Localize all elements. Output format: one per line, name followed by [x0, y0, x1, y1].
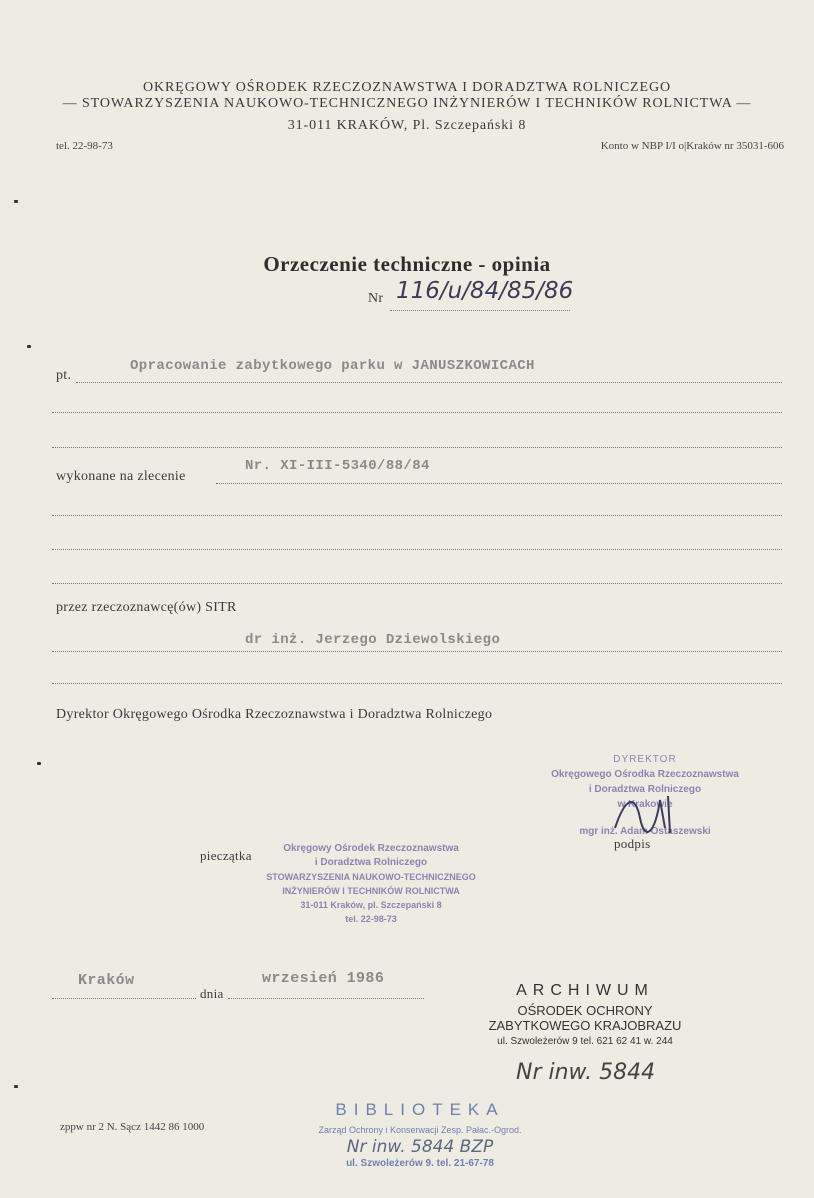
header-org-name: OKRĘGOWY OŚRODEK RZECZOZNAWSTWA I DORADZTWA ROLNICZEGO — [143, 80, 671, 95]
commission-line-2 — [52, 515, 782, 516]
director-stamp-line-3: i Doradztwa Rolniczego — [588, 784, 702, 795]
director-stamp-line-5: mgr inż. Adam Ostaszewski — [579, 826, 711, 837]
director-stamp-line-2: Okręgowego Ośrodka Rzeczoznawstwa — [551, 769, 739, 780]
expert-label: przez rzeczoznawcę(ów) SITR — [56, 600, 237, 615]
margin-mark — [27, 345, 31, 348]
archive-inventory-handwritten: Nr inw. 5844 — [516, 1060, 656, 1085]
subject-value: Opracowanie zabytkowego parku w JANUSZKOWICACH — [130, 358, 535, 374]
subject-line-3 — [52, 447, 782, 448]
header-address: 31-011 KRAKÓW, Pl. Szczepański 8 — [287, 118, 527, 133]
document-title: Orzeczenie techniczne - opinia — [263, 252, 551, 276]
print-code: zppw nr 2 N. Sącz 1442 86 1000 — [60, 1121, 205, 1133]
commission-line-3 — [52, 549, 782, 550]
margin-mark — [14, 200, 18, 203]
header-bank-account: Konto w NBP I/I o|Kraków nr 35031-606 — [600, 140, 784, 152]
library-stamp-line-1: Zarząd Ochrony i Konserwacji Zesp. Pałac.-Ogrod. — [318, 1125, 522, 1135]
director-stamp-line-4: w Krakowie — [617, 799, 673, 810]
day-label: dnia — [200, 986, 224, 1001]
signature-label: podpis — [614, 836, 651, 851]
archive-stamp-line-2: ZABYTKOWEGO KRAJOBRAZU — [488, 1018, 682, 1033]
commission-label: wykonane na zlecenie — [56, 469, 186, 484]
document-number-line — [390, 310, 570, 311]
office-stamp-line-5: 31-011 Kraków, pl. Szczepański 8 — [300, 900, 442, 910]
archive-stamp-line-1: OŚRODEK OCHRONY — [517, 1003, 653, 1018]
library-stamp-line-2: ul. Szwoleżerów 9. tel. 21-67-78 — [346, 1158, 494, 1169]
library-stamp — [300, 1100, 540, 1169]
header-org-subtitle: — STOWARZYSZENIA NAUKOWO-TECHNICZNEGO INŻYNIERÓW I TECHNIKÓW ROLNICTWA — — [62, 96, 752, 111]
date-line — [228, 998, 424, 999]
office-stamp-line-1: Okręgowy Ośrodek Rzeczoznawstwa — [283, 843, 459, 854]
commission-value: Nr. XI-III-5340/88/84 — [245, 458, 430, 474]
director-signature — [610, 788, 680, 838]
subject-line-2 — [52, 412, 782, 413]
commission-line-4 — [52, 583, 782, 584]
office-stamp — [256, 842, 486, 926]
office-stamp-line-6: tel. 22-98-73 — [345, 914, 397, 924]
expert-line-2 — [52, 683, 782, 684]
document-number-handwritten: 116/u/84/85/86 — [396, 278, 574, 304]
library-stamp-title: BIBLIOTEKA — [335, 1100, 505, 1119]
stamp-label: pieczątka — [200, 848, 252, 863]
archive-stamp-line-3: ul. Szwoleżerów 9 tel. 621 62 41 w. 244 — [497, 1036, 673, 1047]
office-stamp-line-4: INŻYNIERÓW I TECHNIKÓW ROLNICTWA — [282, 886, 460, 896]
date-value: wrzesień 1986 — [262, 970, 385, 987]
subject-line-1 — [76, 382, 782, 383]
office-stamp-line-3: STOWARZYSZENIA NAUKOWO-TECHNICZNEGO — [266, 872, 476, 882]
header-phone: tel. 22-98-73 — [56, 140, 113, 152]
office-stamp-line-2: i Doradztwa Rolniczego — [314, 857, 428, 868]
archive-stamp-title: ARCHIWUM — [516, 982, 654, 999]
expert-line-1 — [52, 651, 782, 652]
margin-mark — [37, 762, 41, 765]
library-inventory-handwritten: Nr inw. 5844 BZP — [346, 1137, 494, 1157]
document-number-label: Nr — [368, 291, 384, 306]
archive-stamp — [480, 982, 690, 1047]
commission-line-1 — [216, 483, 782, 484]
place-value: Kraków — [78, 972, 135, 989]
subject-label: pt. — [56, 368, 72, 383]
margin-mark — [14, 1085, 18, 1088]
place-line — [52, 998, 196, 999]
expert-value: dr inż. Jerzego Dziewolskiego — [245, 632, 501, 648]
director-stamp-line-1: DYREKTOR — [613, 754, 677, 765]
director-caption: Dyrektor Okręgowego Ośrodka Rzeczoznawstwa i Doradztwa Rolniczego — [56, 707, 493, 722]
